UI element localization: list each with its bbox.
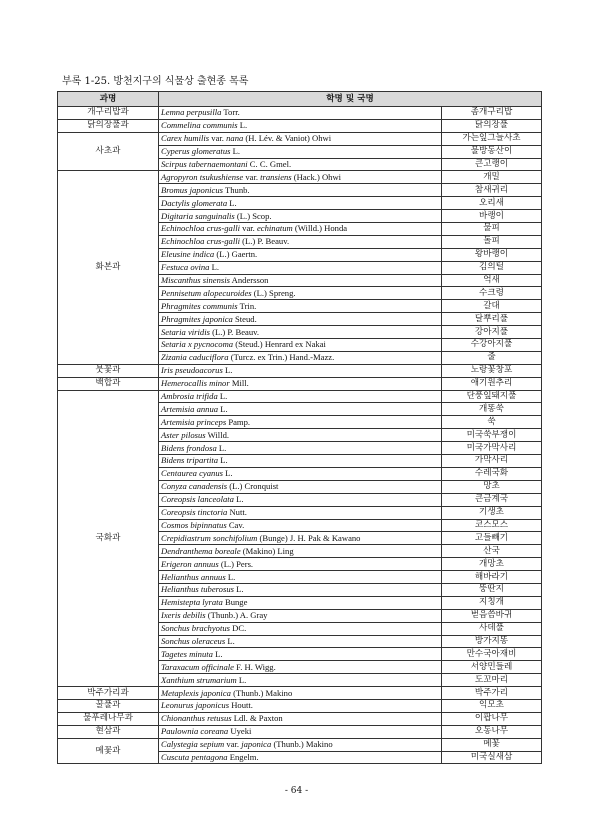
scientific-name-cell (159, 519, 442, 532)
scientific-name-cell (159, 648, 442, 661)
scientific-name-cell (159, 223, 442, 236)
table-row (58, 725, 542, 738)
scientific-name-cell (159, 442, 442, 455)
table-header-row (58, 92, 542, 107)
korean-name-cell: 물피 (442, 223, 542, 236)
scientific-name-italic: Digitaria sanguinalis (161, 210, 235, 221)
korean-name-cell: 왕바랭이 (442, 248, 542, 261)
scientific-name-italic: Artemisia annua (161, 403, 219, 414)
scientific-name-author: (L.) P. Beauv. (209, 326, 260, 337)
scientific-name-cell (159, 480, 442, 493)
scientific-name-author: Cav. (226, 519, 245, 530)
korean-name-cell: 단풍잎돼지풀 (442, 390, 542, 403)
scientific-name-cell (159, 467, 442, 480)
scientific-name-italic: Hemerocallis minor (161, 378, 230, 389)
scientific-name-author: L. (218, 403, 228, 414)
scientific-name-italic: Eleusine indica (161, 249, 215, 260)
korean-name-cell: 기생초 (442, 506, 542, 519)
page-number: - 64 - (284, 786, 309, 796)
scientific-name-cell (159, 712, 442, 725)
korean-name-cell: 줄 (442, 351, 542, 364)
scientific-name-cell (159, 687, 442, 700)
scientific-name-author: L. (217, 391, 228, 402)
korean-name-cell: 오동나무 (442, 725, 542, 738)
scientific-name-cell (159, 197, 442, 210)
scientific-name-author: L. (222, 468, 233, 479)
scientific-name-author: L. (225, 571, 236, 582)
scientific-name-author: Mill. (229, 378, 249, 389)
scientific-name-author: L. (222, 365, 233, 376)
scientific-name-italic: Lemna perpusilla (161, 107, 222, 118)
family-cell: 물푸레나무과 (58, 712, 159, 725)
scientific-name-author: var. (224, 739, 242, 750)
korean-name-cell: 닭의장풀 (442, 119, 542, 132)
scientific-name-italic: Miscanthus sinensis (161, 275, 230, 286)
scientific-name-author: var. (209, 133, 227, 144)
scientific-name-author: L. (216, 442, 227, 453)
korean-name-cell: 망초 (442, 480, 542, 493)
scientific-name-italic: Artemisia princeps (161, 416, 227, 427)
scientific-name-author: (Steud.) Henrard ex Nakai (233, 339, 326, 350)
family-cell: 현삼과 (58, 725, 159, 738)
korean-name-cell: 애기원추리 (442, 377, 542, 390)
table-row (58, 171, 542, 184)
scientific-name-cell (159, 364, 442, 377)
scientific-name-cell (159, 583, 442, 596)
family-cell: 화본과 (58, 171, 159, 364)
scientific-name-cell (159, 145, 442, 158)
scientific-name-author: Willd. (205, 429, 230, 440)
scientific-name-italic: Chionanthus retusus (161, 713, 232, 724)
scientific-name-cell (159, 235, 442, 248)
scientific-name-cell (159, 725, 442, 738)
table-row (58, 119, 542, 132)
scientific-name-cell (159, 377, 442, 390)
family-cell: 메꽃과 (58, 738, 159, 764)
scientific-name-cell (159, 622, 442, 635)
scientific-name-cell (159, 674, 442, 687)
scientific-name-author: (L.) P. Beauv. (240, 236, 290, 247)
scientific-name-cell (159, 132, 442, 145)
scientific-name-author: F. H. Wigg. (233, 661, 276, 672)
scientific-name-author: Trin. (237, 300, 257, 311)
table-row (58, 377, 542, 390)
korean-name-cell: 수크령 (442, 287, 542, 300)
scientific-name-cell (159, 261, 442, 274)
scientific-name-italic: Metaplexis japonica (161, 687, 231, 698)
scientific-name-author: (Bunge) J. H. Pak & Kawano (257, 532, 361, 543)
scientific-name-cell (159, 558, 442, 571)
scientific-name-author: L. (227, 197, 237, 208)
korean-name-cell: 지칭개 (442, 596, 542, 609)
korean-name-cell: 큰금계국 (442, 493, 542, 506)
korean-name-cell: 수레국화 (442, 467, 542, 480)
scientific-name-italic: Centaurea cyanus (161, 468, 223, 479)
scientific-name-cell (159, 455, 442, 468)
scientific-name-author: L. (230, 146, 241, 157)
scientific-name-italic: Cuscuta pentagona (161, 751, 228, 762)
table-row (58, 712, 542, 725)
scientific-name-italic: Phragmites communis (161, 300, 238, 311)
scientific-name-italic: Aster pilosus (161, 429, 206, 440)
scientific-name-author: (Thunb.) Makino (271, 739, 333, 750)
scientific-name-cell (159, 274, 442, 287)
scientific-name-italic: Festuca ovina (161, 262, 210, 273)
family-cell: 사초과 (58, 132, 159, 171)
scientific-name-author: DC. (229, 623, 247, 634)
scientific-name-author: (Willd.) Honda (292, 223, 348, 234)
scientific-name-cell (159, 429, 442, 442)
korean-name-cell: 좀개구리밥 (442, 107, 542, 120)
scientific-name-cell (159, 661, 442, 674)
scientific-name-cell (159, 545, 442, 558)
korean-name-cell: 박주가리 (442, 687, 542, 700)
scientific-name-author: Nutt. (227, 507, 247, 518)
scientific-name-cell (159, 416, 442, 429)
scientific-name-cell (159, 751, 442, 764)
species-table (57, 91, 542, 764)
scientific-name-italic: Dendranthema boreale (161, 545, 241, 556)
korean-name-cell: 코스모스 (442, 519, 542, 532)
scientific-name-cell (159, 248, 442, 261)
scientific-name-cell (159, 287, 442, 300)
family-cell: 개구리밥과 (58, 107, 159, 120)
scientific-name-author: Torr. (221, 107, 240, 118)
korean-name-cell: 갈대 (442, 300, 542, 313)
scientific-name-author: L. (237, 120, 248, 131)
scientific-name-italic: Cyperus glomeratus (161, 146, 231, 157)
scientific-name-author: var. (243, 171, 261, 182)
scientific-name-author: (Thunb.) Makino (230, 687, 293, 698)
korean-name-cell: 메꽃 (442, 738, 542, 751)
scientific-name-italic: Scirpus tabernaemontani (161, 159, 248, 169)
scientific-name-author: Thunb. (223, 184, 250, 195)
scientific-name-cell (159, 210, 442, 223)
scientific-name-cell (159, 171, 442, 184)
scientific-name-author: L. (225, 635, 235, 646)
scientific-name-cell (159, 107, 442, 120)
scientific-name-italic: Dactylis glomerata (161, 197, 228, 208)
korean-name-cell: 물방동산이 (442, 145, 542, 158)
korean-name-cell: 돌피 (442, 235, 542, 248)
header-names: 학명 및 국명 (159, 92, 542, 107)
scientific-name-italic: Leonurus japonicus (161, 700, 230, 711)
korean-name-cell: 뚱딴지 (442, 583, 542, 596)
scientific-name-italic: Bidens tripartita (161, 455, 219, 466)
korean-name-cell: 강아지풀 (442, 326, 542, 339)
scientific-name-author: L. (236, 674, 247, 685)
scientific-name-cell (159, 313, 442, 326)
scientific-name-author: Engelm. (227, 751, 259, 762)
scientific-name-italic: Echinochloa crus-galli (161, 236, 241, 247)
scientific-name-italic: Hemistepta lyrata (161, 597, 223, 608)
family-cell: 붓꽃과 (58, 364, 159, 377)
scientific-name-italic: Pennisetum alopecuroides (161, 287, 252, 298)
scientific-name-italic: Erigeron annuus (161, 558, 219, 569)
scientific-name-italic: Commelina communis (161, 120, 238, 131)
korean-name-cell: 수강아지풀 (442, 339, 542, 352)
scientific-name-cell (159, 158, 442, 171)
scientific-name-italic: Iris pseudoacorus (161, 365, 223, 376)
scientific-name-cell (159, 609, 442, 622)
family-cell: 백합과 (58, 377, 159, 390)
scientific-name-italic: Ixeris debilis (161, 610, 206, 621)
korean-name-cell: 김의털 (442, 261, 542, 274)
scientific-name-cell (159, 596, 442, 609)
table-row (58, 687, 542, 700)
korean-name-cell: 만수국아재비 (442, 648, 542, 661)
scientific-name-author: (L.) Cronquist (227, 481, 279, 492)
scientific-name-author: L. (218, 455, 228, 466)
scientific-name-italic: Sonchus brachyotus (161, 623, 230, 634)
scientific-name-author: Andersson (230, 275, 269, 286)
table-row (58, 390, 542, 403)
scientific-name-italic: Crepidiastrum sonchifolium (161, 532, 258, 543)
scientific-name-cell (159, 390, 442, 403)
family-cell: 닭의장풀과 (58, 119, 159, 132)
scientific-name-italic: Helianthus tuberosus (161, 584, 234, 595)
scientific-name-italic: Coreopsis lanceolata (161, 494, 234, 505)
scientific-name-author: (Makino) Ling (240, 545, 294, 556)
scientific-name-italic: Zizania caduciflora (161, 352, 229, 363)
scientific-name-italic: Cosmos bipinnatus (161, 519, 227, 530)
scientific-name-italic: Setaria x pycnocoma (161, 339, 234, 350)
scientific-name-italic: Setaria viridis (161, 326, 210, 337)
scientific-name-author: (L.) Gaertn. (214, 249, 258, 260)
table-row (58, 364, 542, 377)
scientific-name-author: (Thunb.) A. Gray (205, 610, 268, 621)
korean-name-cell: 방가지똥 (442, 635, 542, 648)
scientific-name-italic: nana (226, 133, 244, 144)
scientific-name-italic: Conyza canadensis (161, 481, 228, 492)
korean-name-cell: 개망초 (442, 558, 542, 571)
scientific-name-italic: Phragmites japonica (161, 313, 233, 324)
scientific-name-author: Ldl. & Paxton (231, 713, 283, 724)
korean-name-cell: 노랑꽃창포 (442, 364, 542, 377)
family-cell: 국화과 (58, 390, 159, 686)
scientific-name-italic: Ambrosia trifida (161, 391, 218, 402)
korean-name-cell: 개똥쑥 (442, 403, 542, 416)
scientific-name-author: Steud. (232, 313, 257, 324)
table-row (58, 738, 542, 751)
scientific-name-author: (L.) Pers. (218, 558, 254, 569)
scientific-name-author: Houtt. (229, 700, 253, 711)
korean-name-cell: 서양민들레 (442, 661, 542, 674)
scientific-name-italic: Carex humilis (161, 133, 210, 144)
scientific-name-author: Uyeki (228, 726, 252, 737)
korean-name-cell: 도꼬마리 (442, 674, 542, 687)
family-cell: 박주가리과 (58, 687, 159, 700)
scientific-name-italic: Paulownia coreana (161, 726, 229, 737)
scientific-name-italic: Tagetes minuta (161, 648, 213, 659)
scientific-name-italic: Bromus japonicus (161, 184, 223, 195)
korean-name-cell: 해바라기 (442, 571, 542, 584)
scientific-name-cell (159, 119, 442, 132)
header-family: 과명 (58, 92, 159, 107)
korean-name-cell: 미국쑥부쟁이 (442, 429, 542, 442)
scientific-name-cell (159, 339, 442, 352)
scientific-name-cell (159, 699, 442, 712)
scientific-name-italic: Xanthium strumarium (161, 674, 237, 685)
korean-name-cell: 쑥 (442, 416, 542, 429)
scientific-name-cell (159, 738, 442, 751)
scientific-name-cell (159, 635, 442, 648)
scientific-name-cell (159, 184, 442, 197)
scientific-name-author: L. (212, 648, 223, 659)
table-caption: 부록 1-25. 방천지구의 식물상 출현종 목록 (62, 76, 249, 87)
scientific-name-italic: japonica (241, 739, 272, 750)
scientific-name-cell (159, 403, 442, 416)
scientific-name-cell (159, 506, 442, 519)
korean-name-cell: 익모초 (442, 699, 542, 712)
korean-name-cell: 미국실새삼 (442, 751, 542, 764)
korean-name-cell: 참새귀리 (442, 184, 542, 197)
scientific-name-italic: Sonchus oleraceus (161, 635, 226, 646)
scientific-name-author: var. (240, 223, 257, 234)
scientific-name-italic: echinatum (256, 223, 293, 234)
scientific-name-author: (L.) Scop. (234, 210, 272, 221)
scientific-name-italic: Agropyron tsukushiense (161, 171, 244, 182)
scientific-name-italic: Helianthus annuus (161, 571, 226, 582)
korean-name-cell: 바랭이 (442, 210, 542, 223)
scientific-name-author: C. C. Gmel. (247, 159, 292, 169)
korean-name-cell: 가막사리 (442, 455, 542, 468)
scientific-name-italic: transiens (260, 171, 292, 182)
scientific-name-cell (159, 300, 442, 313)
korean-name-cell: 개밀 (442, 171, 542, 184)
scientific-name-cell (159, 493, 442, 506)
korean-name-cell: 이팝나무 (442, 712, 542, 725)
korean-name-cell: 오리새 (442, 197, 542, 210)
scientific-name-cell (159, 351, 442, 364)
family-cell: 꿀풀과 (58, 699, 159, 712)
scientific-name-italic: Coreopsis tinctoria (161, 507, 228, 518)
table-row (58, 699, 542, 712)
scientific-name-author: Bunge (222, 597, 248, 608)
scientific-name-italic: Taraxacum officinale (161, 661, 234, 672)
scientific-name-author: (H. Lév. & Vaniot) Ohwi (243, 133, 332, 144)
scientific-name-cell (159, 326, 442, 339)
scientific-name-author: (L.) Spreng. (251, 287, 296, 298)
table-row (58, 107, 542, 120)
korean-name-cell: 산국 (442, 545, 542, 558)
scientific-name-italic: Echinochloa crus-galli (161, 223, 241, 234)
korean-name-cell: 미국가막사리 (442, 442, 542, 455)
table-row (58, 132, 542, 145)
scientific-name-author: L. (233, 584, 244, 595)
scientific-name-author: Pamp. (226, 416, 251, 427)
korean-name-cell: 고들빼기 (442, 532, 542, 545)
korean-name-cell: 달뿌리풀 (442, 313, 542, 326)
korean-name-cell: 큰고랭이 (442, 158, 542, 171)
scientific-name-author: (Turcz. ex Trin.) Hand.-Mazz. (228, 352, 335, 363)
scientific-name-author: L. (233, 494, 244, 505)
scientific-name-cell (159, 571, 442, 584)
scientific-name-italic: Bidens frondosa (161, 442, 217, 453)
korean-name-cell: 사데풀 (442, 622, 542, 635)
korean-name-cell: 억새 (442, 274, 542, 287)
scientific-name-author: (Hack.) Ohwi (291, 171, 342, 182)
scientific-name-italic: Calystegia sepium (161, 739, 225, 750)
korean-name-cell: 가는잎그늘사초 (442, 132, 542, 145)
scientific-name-cell (159, 532, 442, 545)
scientific-name-author: L. (209, 262, 219, 273)
table-body (58, 107, 542, 764)
korean-name-cell: 벋음씀바귀 (442, 609, 542, 622)
